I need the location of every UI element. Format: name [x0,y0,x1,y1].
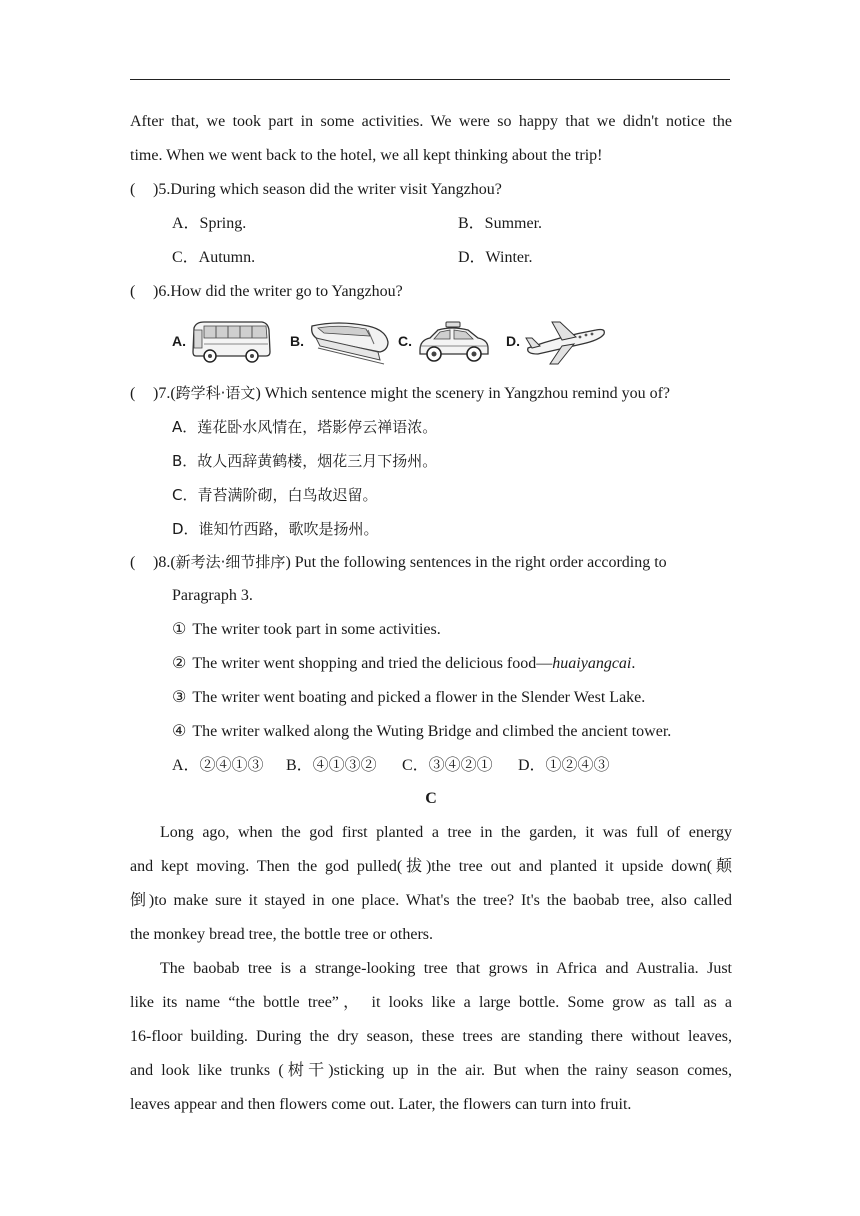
answer-blank[interactable]: ( [130,385,136,402]
q6-label-c: C. [398,333,412,349]
q6-picture-options [172,318,612,366]
q8-option-c: C．③④②① [402,757,493,774]
q7-tag: 跨学科·语文 [175,384,256,402]
passage-c-p1-line-1: Long ago, when the god first planted a tree in the garden, it was full of energy [160,824,732,841]
passage-c-p2-line-1: The baobab tree is a strange-looking tree that grows in Africa and Australia. Just [160,960,732,977]
q7-option-d: D．谁知竹西路，歌吹是扬州。 [172,520,379,538]
q8-item-2: ② The writer went shopping and tried the delicious food—huaiyangcai. [172,655,636,672]
car-icon [416,318,492,366]
question-6 [130,282,732,302]
bus-icon [190,318,272,366]
passage-c-p2-line-4: and look like trunks (树干)sticking up in the air. But when the rainy season comes, [130,1062,732,1079]
q6-label-d: D. [506,333,520,349]
question-6-text: )6.How did the writer go to Yangzhou? [153,283,403,300]
question-5-text: )5.During which season did the writer visit Yangzhou? [153,181,502,198]
plane-icon [522,318,608,366]
passage-c-p2-line-2: like its name “the bottle tree”， it looks like a large bottle. Some grow as tall as a [130,994,732,1011]
answer-blank[interactable]: ( [130,554,136,571]
q8-prefix: )8.( [153,554,176,571]
intro-line-1: After that, we took part in some activities. We were so happy that we didn't notice the [130,113,732,130]
q8-tag: 新考法·细节排序 [175,553,286,571]
question-8-text: ) Put the following sentences in the right order according to [285,554,667,571]
passage-c-p1-line-4: the monkey bread tree, the bottle tree or others. [130,926,433,943]
q7-prefix: )7.( [153,385,176,402]
passage-c-p2-line-5: leaves appear and then flowers come out. Later, the flowers can turn into fruit. [130,1096,632,1113]
answer-blank[interactable]: ( [130,181,136,198]
question-7-text: ) Which sentence might the scenery in Yangzhou remind you of? [255,385,670,402]
q8-item-4: ④ The writer walked along the Wuting Bridge and climbed the ancient tower. [172,723,672,740]
q8-item-1: ① The writer took part in some activities. [172,621,441,638]
question-8 [130,552,732,573]
passage-c-p1-line-2: and kept moving. Then the god pulled(拔)the tree out and planted it upside down(颠 [130,858,732,875]
q8-option-b: B．④①③② [286,757,377,774]
q5-option-b: B．Summer. [458,215,543,232]
question-5 [130,180,732,200]
q6-label-a: A. [172,333,186,349]
q7-option-a: A．莲花卧水风情在，塔影停云禅语浓。 [172,418,438,436]
q7-option-c: C．青苔满阶砌，白鸟故迟留。 [172,486,378,504]
passage-c-p1-line-3: 倒)to make sure it stayed in one place. What's the tree? It's the baobab tree, also called [130,892,732,909]
q8-option-a: A．②④①③ [172,757,264,774]
q8-item-3: ③ The writer went boating and picked a flower in the Slender West Lake. [172,689,646,706]
train-icon [308,318,392,366]
q5-option-c: C．Autumn. [172,249,256,266]
q7-option-b: B．故人西辞黄鹤楼，烟花三月下扬州。 [172,452,438,470]
intro-line-2: time. When we went back to the hotel, we all kept thinking about the trip! [130,147,603,164]
answer-blank[interactable]: ( [130,283,136,300]
q6-label-b: B. [290,333,304,349]
question-8-text-cont: Paragraph 3. [172,587,253,604]
header-rule [130,79,730,80]
passage-c-p2-line-3: 16-floor building. During the dry season, these trees are standing there without leaves, [130,1028,732,1045]
section-heading: C [425,790,437,807]
q5-option-a: A．Spring. [172,215,247,232]
q8-option-d: D．①②④③ [518,757,610,774]
question-7 [130,383,732,404]
q5-option-d: D．Winter. [458,249,533,266]
